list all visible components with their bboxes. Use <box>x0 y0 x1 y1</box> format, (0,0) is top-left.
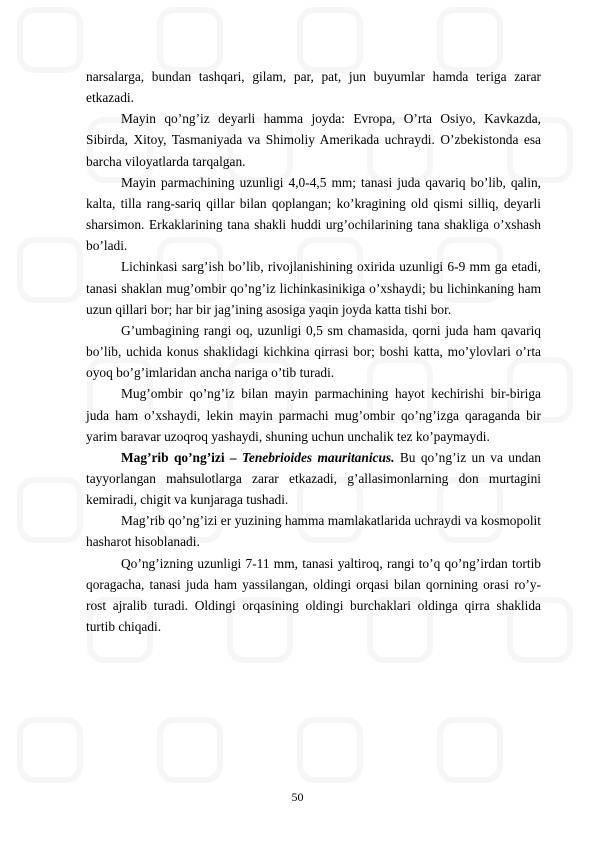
latin-name: Tenebrioides mauritanicus. <box>241 449 395 465</box>
term-paragraph <box>86 447 541 510</box>
paragraph: Mayin qo’ng’iz deyarli hamma joyda: Evropa, O’rta Osiyo, Kavkazda, Sibirda, Xitoy, Tasmaniyada va Shimoliy Amerikada uchraydi. O’zbekistonda esa barcha viloyatlarda tarqalgan. <box>86 111 541 169</box>
term-description: Bu qo’ng’iz un va undan tayyorlangan mahsulotlarga zarar etkazadi, g’allasimonlarning don murtagini kemiradi, chigit va kunjaraga tushadi. <box>86 449 541 508</box>
paragraph: narsalarga, bundan tashqari, gilam, par, pat, jun buyumlar hamda teriga zarar etkazadi. <box>86 69 541 106</box>
paragraph: Lichinkasi sarg’ish bo’lib, rivojlanishining oxirida uzunligi 6-9 mm ga etadi, tanasi shaklan mug’ombir qo’ng’iz lichinkasinikiga o’xshaydi; bu lichinkaning ham uzun qillari bor; har bir jag’ining asosiga yaqin joyda katta tishi bor. <box>86 259 541 317</box>
paragraph: G’umbagining rangi oq, uzunligi 0,5 sm chamasida, qorni juda ham qavariq bo’lib, uchida konus shaklidagi kichkina qirrasi bor; boshi katta, mo’ylovlari o’rta oyoq bo’g’imlaridan ancha nariga o’tib turadi. <box>86 322 541 381</box>
page-number: 50 <box>291 790 304 804</box>
paragraph: Mag’rib qo’ng’izi er yuzining hamma mamlakatlarida uchraydi va kosmopolit hasharot hisoblanadi. <box>86 513 541 550</box>
paragraph: Qo’ng’izning uzunligi 7-11 mm, tanasi yaltiroq, rangi to’q qo’ng’irdan tortib qoragacha, tanasi juda ham yassilangan, oldingi orqasi bilan qornining orasi ro’y-rost ajralib turadi. Oldingi orqasining oldingi burchaklari oldinga qirra shaklida turtib chiqadi. <box>86 555 541 635</box>
paragraph: Mug’ombir qo’ng’iz bilan mayin parmachining hayot kechirishi bir-biriga juda ham o’xshaydi, lekin mayin parmachi mug’ombir qo’ng’izga qaraganda bir yarim baravar uzoqroq yashaydi, shuning uchun unchalik tez ko’paymaydi. <box>86 386 541 444</box>
body-text <box>86 66 541 637</box>
paragraph: Mayin parmachining uzunligi 4,0-4,5 mm; tanasi juda qavariq bo’lib, qalin, kalta, tilla rang-sariq qillar bilan qoplangan; ko’kragining old qismi silliq, deyarli sharsimon. Erkaklarining tana shakli huddi urg’ochilarining tana shakliga o’xshash bo’ladi. <box>86 174 541 254</box>
term-heading: Mag’rib qo’ng’izi – <box>121 449 242 465</box>
